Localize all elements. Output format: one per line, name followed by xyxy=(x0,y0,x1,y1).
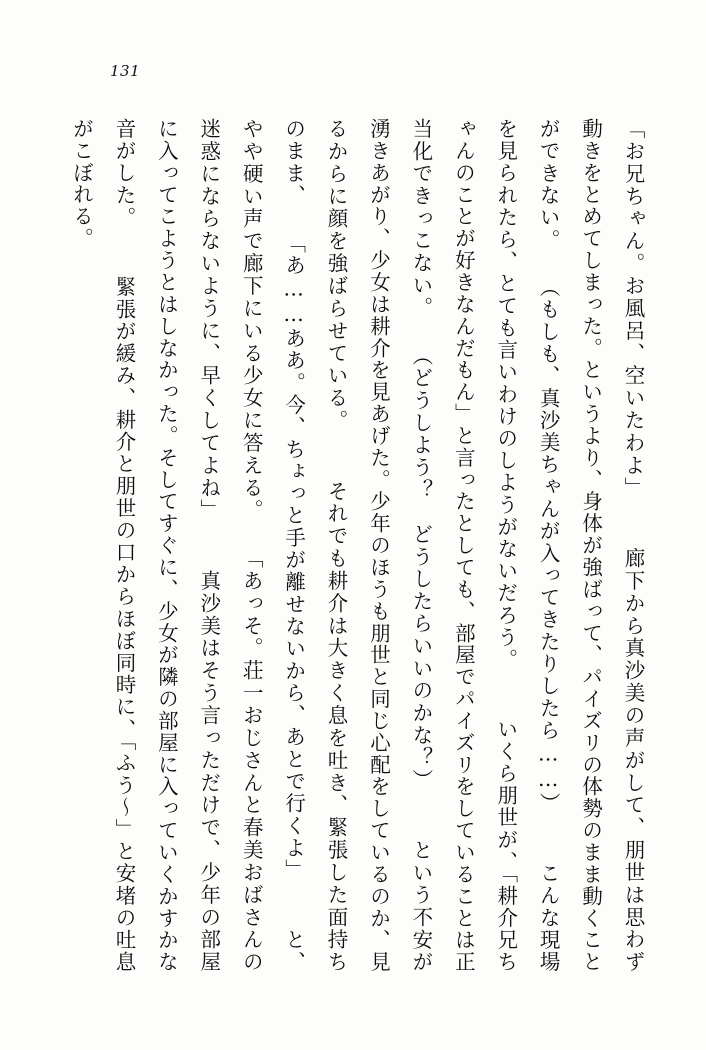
page-number: 131 xyxy=(110,62,141,80)
page-body-text: 「お兄ちゃん。お風呂、空いたわよ」 廊下から真沙美の声がして、朋世は思わず動きをとめてしまった。というより、身体が強ばって、パイズリの体勢のまま動くことができない。 （もしも、真沙美ちゃんが入ってきたりしたら……） こんな現場を見られたら、とても言いわけのしようがないだろう。 いくら朋世が、「耕介兄ちゃんのことが好きなんだもん」と言ったとしても、部屋でパイズリをしていることは正当化できっこない。 （どうしよう？ どうしたらいいのかな？） という不安が湧きあがり、少女は耕介を見あげた。少年のほうも朋世と同じ心配をしているのか、見るからに顔を強ばらせている。 それでも耕介は大きく息を吐き、緊張した面持ちのまま、 「あ……ああ。今、ちょっと手が離せないから、あとで行くよ」 と、やや硬い声で廊下にいる少女に答える。 「あっそ。荘一おじさんと春美おばさんの迷惑にならないように、早くしてよね」 真沙美はそう言っただけで、少年の部屋に入ってこようとはしなかった。そしてすぐに、少女が隣の部屋に入っていくかすかな音がした。 緊張が緩み、耕介と朋世の口からほぼ同時に、「ふう～」と安堵の吐息がこぼれる。 xyxy=(69,118,645,973)
